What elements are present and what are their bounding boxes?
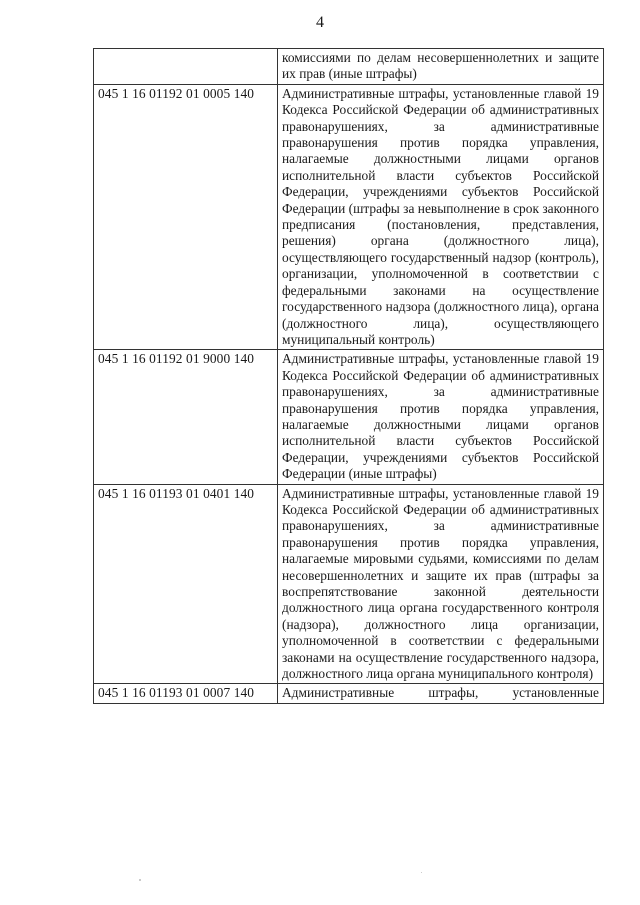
page-number: 4 [316,14,324,31]
table-row [94,84,604,350]
budget-codes-table [93,48,604,704]
description-cell: Административные штрафы, установленные главой 19 Кодекса Российской Федерации об административных правонарушениях, за административные правонарушения против порядка управления, налагаемые должностными лицами органов исполнительной власти субъектов Российской Федерации, учреждениями субъектов Российской Федерации (штрафы за невыполнение в срок законного предписания (постановления, представления, решения) органа (должностного лица), осуществляющего государственный надзор (контроль), организации, уполномоченной в соответствии с федеральными законами на осуществление государственного надзора (должностного лица), органа (должностного лица), осуществляющего муниципальный контроль) [278,84,604,350]
description-cell: Административные штрафы, установленные главой 19 Кодекса Российской Федерации об административных правонарушениях, за административные правонарушения против порядка управления, налагаемые должностными лицами органов исполнительной власти субъектов Российской Федерации, учреждениями субъектов Российской Федерации (иные штрафы) [278,350,604,484]
table-row [94,350,604,484]
scan-speck [421,872,422,873]
description-cell: Административные штрафы, установленные главой 19 Кодекса Российской Федерации об административных правонарушениях, за административные правонарушения против порядка управления, налагаемые мировыми судьями, комиссиями по делам несовершеннолетних и защите их прав (штрафы за воспрепятствование законной деятельности должностного лица органа государственного контроля (надзора), должностного лица организации, уполномоченной в соответствии с федеральными законами на осуществление государственного надзора, должностного лица органа муниципального контроля) [278,484,604,684]
code-cell: 045 1 16 01192 01 0005 140 [94,84,278,350]
description-cell [278,684,604,703]
code-cell [94,49,278,85]
table-row [94,49,604,85]
code-cell: 045 1 16 01192 01 9000 140 [94,350,278,484]
code-cell: 045 1 16 01193 01 0007 140 [94,684,278,703]
scan-speck [139,879,141,881]
table-row [94,484,604,684]
code-cell: 045 1 16 01193 01 0401 140 [94,484,278,684]
description-cell: комиссиями по делам несовершеннолетних и защите их прав (иные штрафы) [278,49,604,85]
table-row [94,684,604,703]
description-text: Административные штрафы, установленные [282,685,599,701]
